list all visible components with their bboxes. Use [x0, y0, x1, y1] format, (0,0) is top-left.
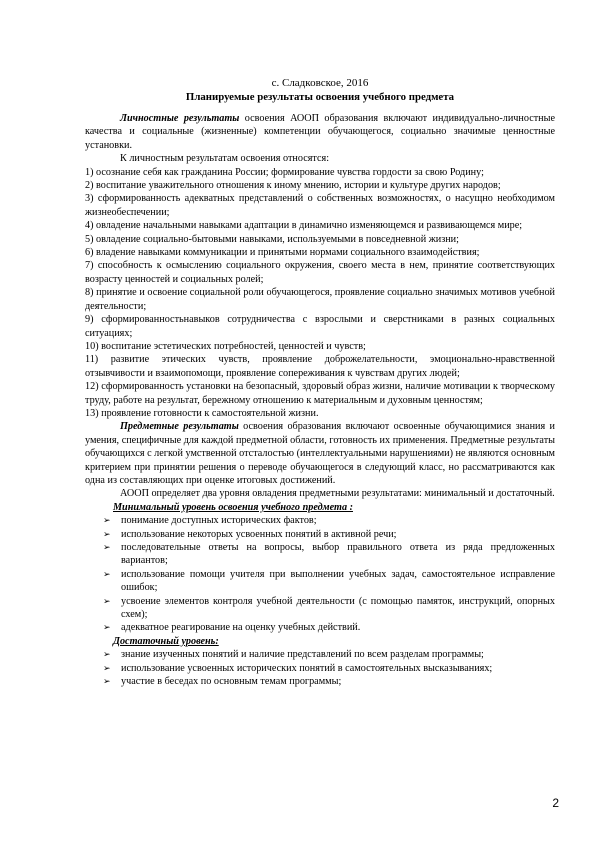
bullet-arrow-icon: ➢: [103, 676, 111, 687]
list-item: 2) воспитание уважительного отношения к иному мнению, истории и культуре других народов;: [85, 180, 501, 192]
list-item: 3) сформированность адекватных представлений о собственных возможностях, о насущно необходимом жизнеобеспечении;: [85, 193, 555, 218]
bullet-arrow-icon: ➢: [103, 528, 111, 539]
list-item: ➢ усвоение элементов контроля учебной деятельности (с помощью памяток, инструкций, опорных схем);: [103, 595, 555, 621]
page-number: 2: [552, 796, 559, 810]
list-item: ➢ понимание доступных исторических фактов;: [103, 515, 317, 527]
bullet-arrow-icon: ➢: [103, 649, 111, 660]
list-item: 12) сформированность установки на безопасный, здоровый образ жизни, наличие мотивации к творческому труду, работе на результат, бережному отношению к материальным и духовным ценностям;: [85, 381, 555, 406]
list-item: 10) воспитание эстетических потребностей, ценностей и чувств;: [85, 340, 366, 352]
list-item: ➢ использование помощи учителя при выполнении учебных задач, самостоятельное исправление ошибок;: [103, 568, 555, 594]
personal-results-paragraph: [85, 112, 555, 152]
subject-results-paragraph: [85, 420, 555, 487]
list-item: ➢ использование некоторых усвоенных понятий в активной речи;: [103, 528, 397, 540]
sufficient-level-heading: Достаточный уровень:: [113, 635, 219, 647]
list-item: ➢ адекватное реагирование на оценку учебных действий.: [103, 622, 361, 634]
sufficient-level-list: [85, 648, 555, 688]
subject-results-text: освоения образования включают освоенные обучающимися знания и умения, специфичные для каждой предметной области, готовность их применения. Предметные результаты обучающихся с легкой умственной отсталостью (интеллектуальными нарушениями) не являются основным критерием при принятии решения о переводе обучающегося в следующий класс, но рассматриваются как одна из составляющих при оценке итоговых достижений.: [85, 421, 555, 486]
list-item: ➢ последовательные ответы на вопросы, выбор правильного ответа из ряда предложенных вариантов;: [103, 542, 555, 567]
list-item: 9) сформированностьнавыков сотрудничества с взрослыми и сверстниками в разных социальных ситуациях;: [85, 314, 555, 339]
bullet-arrow-icon: ➢: [103, 542, 111, 552]
levels-intro: АООП определяет два уровня овладения предметными результатами: минимальный и достаточный.: [120, 488, 555, 500]
bullet-arrow-icon: ➢: [103, 662, 111, 673]
personal-results-intro: К личностным результатам освоения относятся:: [120, 153, 330, 165]
list-item: ➢ знание изученных понятий и наличие представлений по всем разделам программы;: [103, 649, 484, 661]
bullet-arrow-icon: ➢: [103, 622, 111, 633]
list-item: 6) владение навыками коммуникации и принятыми нормами социального взаимодействия;: [85, 247, 480, 259]
bullet-arrow-icon: ➢: [103, 595, 111, 606]
personal-results-list: [85, 166, 555, 421]
personal-results-lead: Личностные результаты: [120, 113, 240, 124]
list-item: ➢ участие в беседах по основным темам программы;: [103, 676, 342, 688]
place-date: с. Сладковское, 2016: [271, 77, 369, 89]
section-title: Планируемые результаты освоения учебного предмета: [185, 91, 455, 103]
document-page: [85, 76, 555, 688]
bullet-arrow-icon: ➢: [103, 568, 111, 579]
list-item: ➢ использование усвоенных исторических понятий в самостоятельных высказываниях;: [103, 662, 493, 674]
list-item: 11) развитие этических чувств, проявление доброжелательности, эмоционально-нравственной отзывчивости и взаимопомощи, проявление сопереживания к чувствам других людей;: [85, 354, 555, 379]
minimal-level-list: [85, 514, 555, 635]
subject-results-lead: Предметные результаты: [120, 421, 239, 433]
list-item: 1) осознание себя как гражданина России; формирование чувства гордости за свою Родину;: [85, 166, 484, 178]
personal-results-text: освоения АООП образования включают индивидуально-личностные качества и социальные (жизненные) компетенции обучающегося, социально значимые ценностные установки.: [85, 113, 555, 151]
minimal-level-heading: Минимальный уровень освоения учебного предмета :: [113, 501, 353, 513]
bullet-arrow-icon: ➢: [103, 515, 111, 526]
list-item: 4) овладение начальными навыками адаптации в динамично изменяющемся и развивающемся мире;: [85, 220, 523, 232]
list-item: 8) принятие и освоение социальной роли обучающегося, проявление социально значимых мотивов учебной деятельности;: [85, 287, 555, 312]
list-item: 13) проявление готовности к самостоятельной жизни.: [85, 407, 319, 419]
list-item: 5) овладение социально-бытовыми навыками, используемыми в повседневной жизни;: [85, 233, 459, 245]
list-item: 7) способность к осмыслению социального окружения, своего места в нем, принятие соответствующих возрасту ценностей и социальных ролей;: [85, 260, 555, 285]
